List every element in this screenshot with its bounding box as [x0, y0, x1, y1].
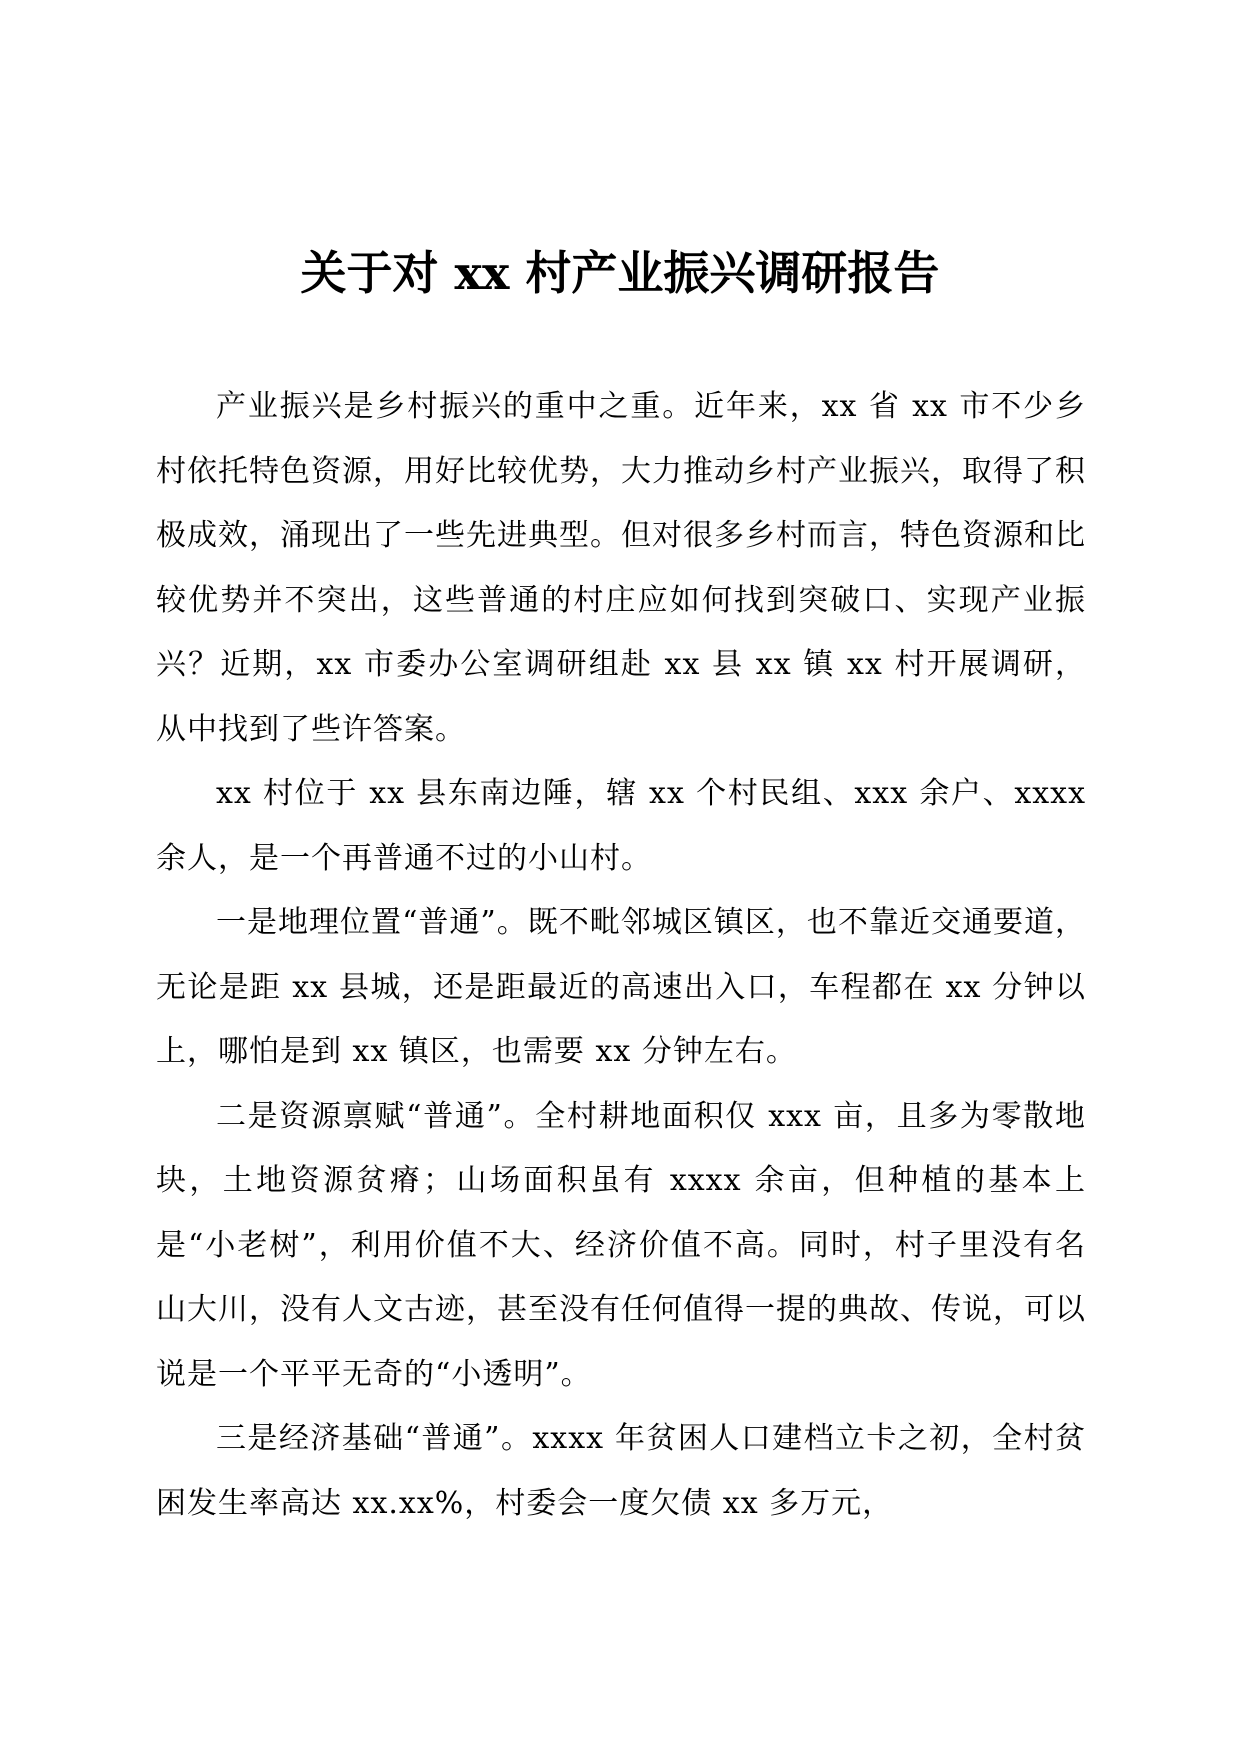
document-body — [156, 375, 1086, 1536]
paragraph-economy: 三是经济基础“普通”。xxxx 年贫困人口建档立卡之初，全村贫困发生率高达 xx.xx%，村委会一度欠债 xx 多万元， — [156, 1421, 1086, 1521]
document-title: 关于对 xx 村产业振兴调研报告 — [300, 246, 940, 300]
paragraph-resources: 二是资源禀赋“普通”。全村耕地面积仅 xxx 亩，且多为零散地块，土地资源贫瘠；山场面积虽有 xxxx 余亩，但种植的基本上是“小老树”，利用价值不大、经济价值不高。同时，村子里没有名山大川，没有人文古迹，甚至没有任何值得一提的典故、传说，可以说是一个平平无奇的“小透明”。 — [156, 1098, 1086, 1392]
paragraph-village-overview: xx 村位于 xx 县东南边陲，辖 xx 个村民组、xxx 余户、xxxx 余人，是一个再普通不过的小山村。 — [156, 776, 1086, 876]
paragraph-intro: 产业振兴是乡村振兴的重中之重。近年来，xx 省 xx 市不少乡村依托特色资源，用好比较优势，大力推动乡村产业振兴，取得了积极成效，涌现出了一些先进典型。但对很多乡村而言，特色资源和比较优势并不突出，这些普通的村庄应如何找到突破口、实现产业振兴？近期，xx 市委办公室调研组赴 xx 县 xx 镇 xx 村开展调研，从中找到了些许答案。 — [156, 389, 1086, 747]
paragraph-location: 一是地理位置“普通”。既不毗邻城区镇区，也不靠近交通要道，无论是距 xx 县城，还是距最近的高速出入口，车程都在 xx 分钟以上，哪怕是到 xx 镇区，也需要 xx 分钟左右。 — [156, 905, 1086, 1069]
